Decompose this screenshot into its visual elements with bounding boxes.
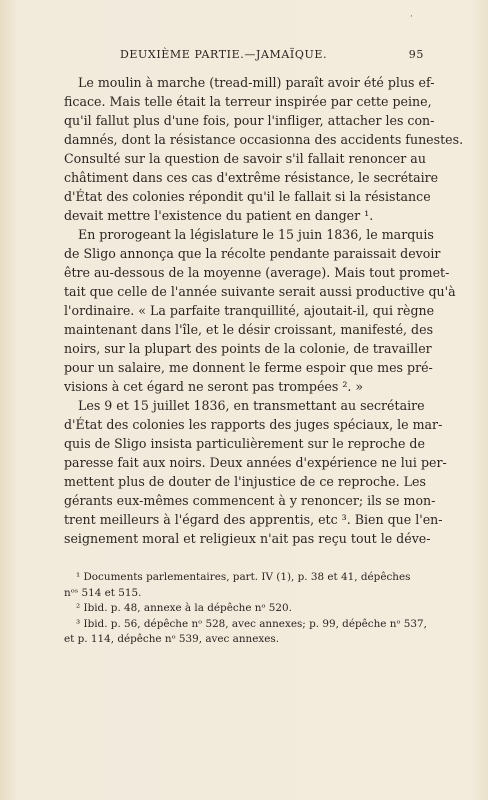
text-line: tait que celle de l'année suivante serait aussi productive qu'à — [64, 284, 456, 299]
footnote-line: nᵒˢ 514 et 515. — [64, 586, 142, 599]
footnote-line: ¹ Documents parlementaires, part. IV (1), p. 38 et 41, dépêches — [76, 571, 411, 583]
body-text — [64, 73, 464, 548]
text-line: gérants eux-mêmes commencent à y renoncer; ils se mon- — [64, 493, 436, 508]
text-line: noirs, sur la plupart des points de la colonie, de travailler — [64, 341, 432, 356]
text-line: Le moulin à marche (tread-mill) paraît avoir été plus ef- — [78, 75, 435, 90]
text-line: qu'il fallut plus d'une fois, pour l'infliger, attacher les con- — [64, 113, 435, 128]
text-line: trent meilleurs à l'égard des apprentis, etc ³. Bien que l'en- — [64, 512, 443, 527]
text-line: Consulté sur la question de savoir s'il fallait renoncer au — [64, 151, 426, 166]
running-title: DEUXIÈME PARTIE.—JAMAÏQUE. — [120, 48, 328, 61]
text-line: ficace. Mais telle était la terreur inspirée par cette peine, — [64, 94, 432, 109]
text-line: châtiment dans ces cas d'extrême résistance, le secrétaire — [64, 170, 439, 185]
text-line: d'État des colonies répondit qu'il le fallait si la résistance — [64, 189, 431, 204]
text-line: devait mettre l'existence du patient en danger ¹. — [64, 208, 374, 223]
text-line: maintenant dans l'île, et le désir croissant, manifesté, des — [64, 322, 434, 337]
text-line: pour un salaire, me donnent le ferme espoir que mes pré- — [64, 360, 433, 375]
page-header — [64, 48, 424, 64]
footnote-line: ² Ibid. p. 48, annexe à la dépêche nᵒ 520. — [76, 602, 292, 614]
text-line: Les 9 et 15 juillet 1836, en transmettant au secrétaire — [78, 398, 425, 413]
text-line: l'ordinaire. « La parfaite tranquillité, ajoutait-il, qui règne — [64, 303, 435, 318]
text-line: quis de Sligo insista particulièrement sur le reproche de — [64, 436, 425, 451]
text-line: visions à cet égard ne seront pas trompées ². » — [64, 379, 364, 394]
margin-mark: · — [410, 12, 413, 22]
footnote-line: ³ Ibid. p. 56, dépêche nᵒ 528, avec annexes; p. 99, dépêche nᵒ 537, — [76, 617, 427, 630]
text-line: d'État des colonies les rapports des juges spéciaux, le mar- — [64, 417, 443, 432]
text-line: être au-dessous de la moyenne (average). Mais tout promet- — [64, 265, 450, 280]
footnote-line: et p. 114, dépêche nᵒ 539, avec annexes. — [64, 633, 280, 645]
text-line: paresse fait aux noirs. Deux années d'expérience ne lui per- — [64, 455, 447, 470]
text-line: En prorogeant la législature le 15 juin 1836, le marquis — [78, 227, 434, 242]
text-line: seignement moral et religieux n'ait pas reçu tout le déve- — [64, 531, 431, 546]
page-number: 95 — [408, 48, 424, 61]
text-line: de Sligo annonça que la récolte pendante paraissait devoir — [64, 246, 441, 261]
text-line: mettent plus de douter de l'injustice de ce reproche. Les — [64, 474, 426, 489]
text-line: damnés, dont la résistance occasionna des accidents funestes. — [64, 132, 464, 147]
footnotes — [64, 570, 427, 648]
